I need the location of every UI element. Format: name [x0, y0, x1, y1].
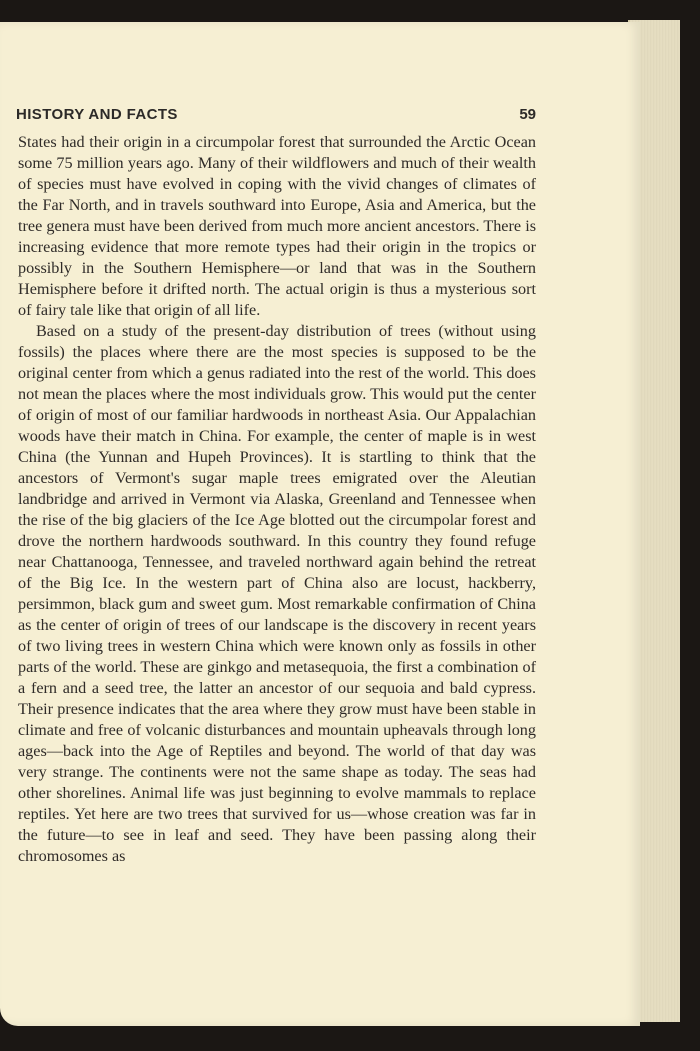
section-title: HISTORY AND FACTS	[16, 106, 178, 123]
paragraph-1: States had their origin in a circumpolar forest that surrounded the Arctic Ocean some 75 million years ago. Many of their wildflowers and much of their wealth of species must have evolved in coping with the vivid changes of climates of the Far North, and in travels southward into Europe, Asia and America, but the tree genera must have been derived from much more ancient ancestors. There is increasing evidence that more remote types had their origin in the tropics or possibly in the Southern Hemisphere—or land that was in the Southern Hemisphere before it drifted north. The actual origin is thus a mysterious sort of fairy tale like that origin of all life.	[18, 133, 536, 319]
page-number: 59	[519, 106, 536, 123]
book-page	[0, 22, 640, 1026]
body-text	[18, 132, 536, 867]
running-head	[16, 106, 536, 128]
paragraph-2: Based on a study of the present-day distribution of trees (without using fossils) the places where there are the most species is supposed to be the original center from which a genus radiated into the rest of the world. This does not mean the places where the most individuals grow. This would put the center of origin of most of our familiar hardwoods in northeast Asia. Our Appalachian woods have their match in China. For example, the center of maple is in west China (the Yunnan and Hupeh Provinces). It is startling to think that the ancestors of Vermont's sugar maple trees emigrated over the Aleutian landbridge and arrived in Vermont via Alaska, Greenland and Tennessee when the rise of the big glaciers of the Ice Age blotted out the circumpolar forest and drove the northern hardwoods southward. In this country they found refuge near Chattanooga, Tennessee, and traveled northward again behind the retreat of the Big Ice. In the western part of China also are locust, hackberry, persimmon, black gum and sweet gum. Most remarkable confirmation of China as the center of origin of trees of our landscape is the discovery in recent years of two living trees in western China which were known only as fossils in other parts of the world. These are ginkgo and metasequoia, the first a combination of a fern and a seed tree, the latter an ancestor of our sequoia and bald cypress. Their presence indicates that the area where they grow must have been stable in climate and free of volcanic disturbances and mountain upheavals through long ages—back into the Age of Reptiles and beyond. The world of that day was very strange. The continents were not the same shape as today. The seas had other shorelines. Animal life was just beginning to evolve mammals to replace reptiles. Yet here are two trees that survived for us—whose creation was far in the future—to see in leaf and seed. They have been passing along their chromosomes as	[18, 322, 536, 865]
